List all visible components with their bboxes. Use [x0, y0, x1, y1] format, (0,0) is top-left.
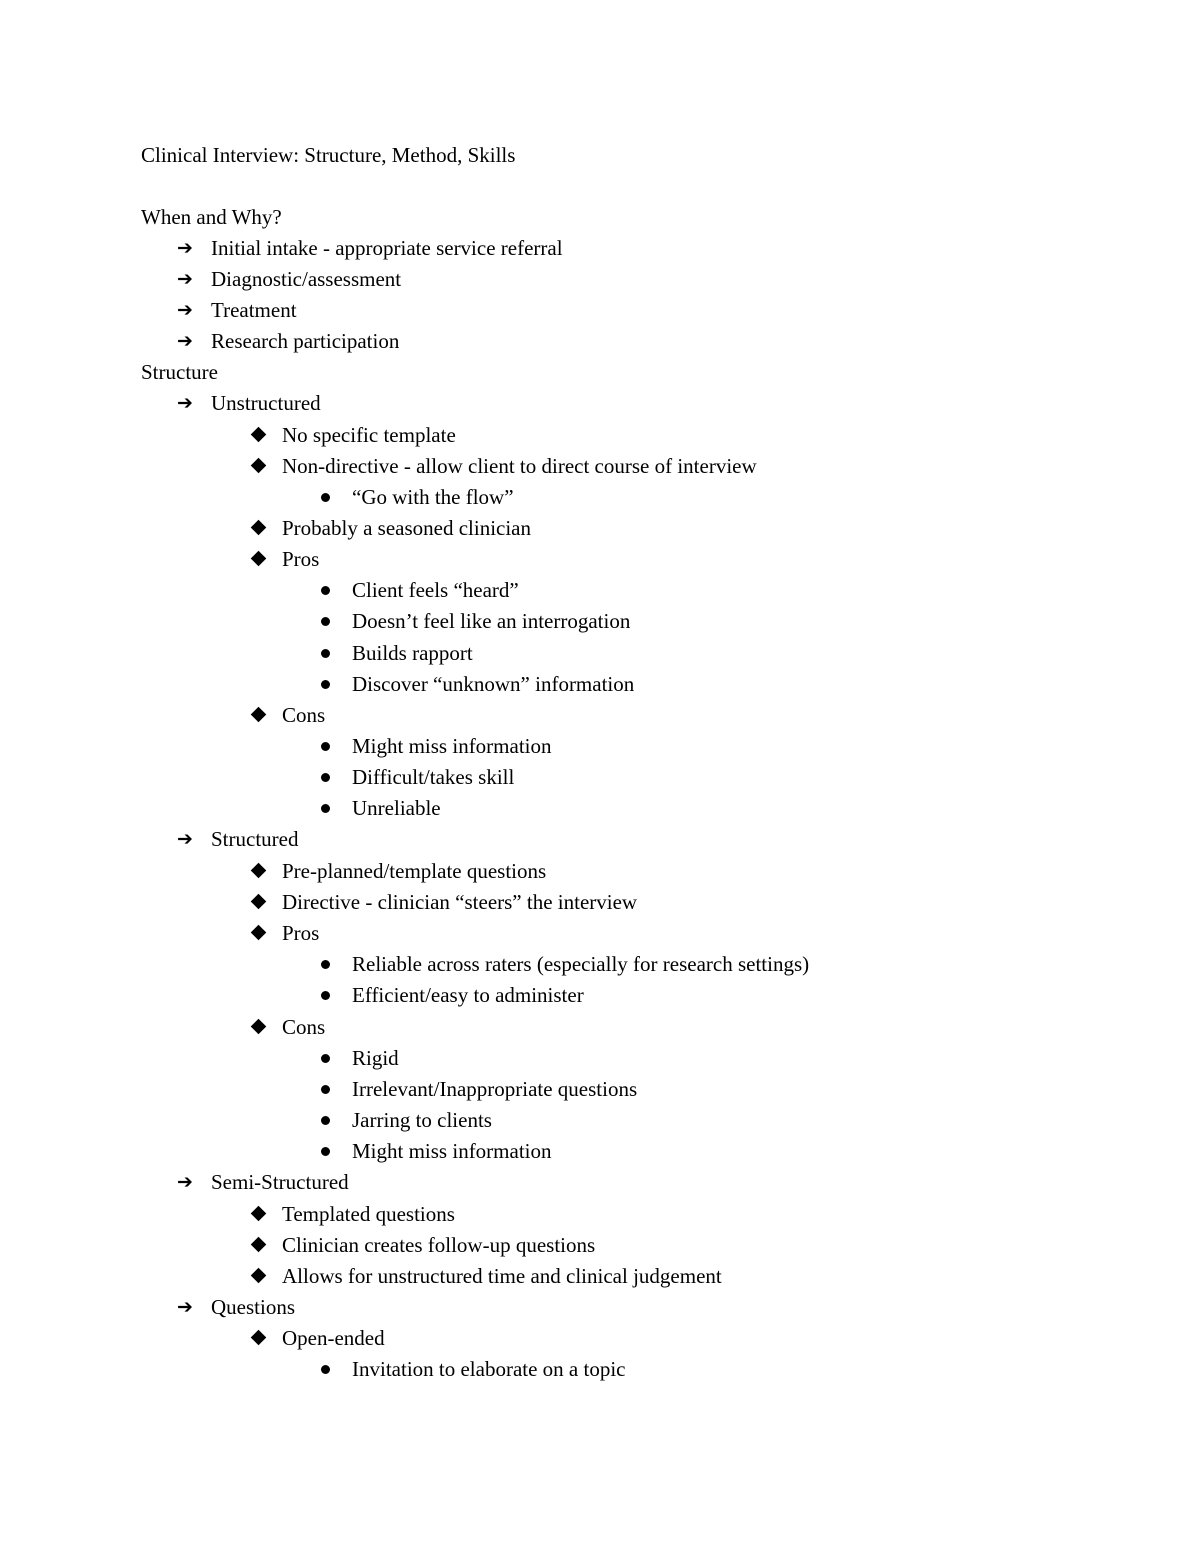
diamond-bullet-icon [249, 1199, 277, 1230]
dot-bullet-icon [320, 793, 348, 824]
dot-bullet-icon [320, 731, 348, 762]
dot-bullet-icon [320, 1354, 348, 1385]
arrow-bullet-icon [177, 264, 205, 295]
dot-bullet-icon [320, 1074, 348, 1105]
dot-bullet-icon [320, 1105, 348, 1136]
dot-bullet-icon [320, 575, 348, 606]
dot-bullet-icon [320, 606, 348, 637]
dot-bullet-icon [320, 980, 348, 1011]
arrow-bullet-icon [177, 233, 205, 264]
arrow-bullet-icon [177, 1292, 205, 1323]
diamond-bullet-icon [249, 420, 277, 451]
document-page: Clinical Interview: Structure, Method, Skills When and Why? ➔ Initial intake - appropriate service referral ➔ Diagnostic/assessment ➔ Treatment ➔ Research participation Structure ➔ Unstructured No specific template Non-directive - allow client to direct course of interview “Go with the flow” Probably a seasoned clinician Pros Client feels “heard” Doesn’t feel like an interrogation Builds rapport Discover “unknown” information Cons Might miss information Difficult/takes skill Unreliable ➔ Structured Pre-planned/template questions Directive - clinician “steers” the interview Pros Reliable across raters (especially for research settings) Efficient/easy to administer Cons Rigid Irrelevant/Inappropriate questions Jarring to clients Might miss information ➔ Semi-Structured Templated questions Clinician creates follow-up questions Allows for unstructured time and clinical judgement ➔ Questions Open-ended Invitation to elaborate on a topic [0, 0, 1200, 1553]
dot-bullet-icon [320, 762, 348, 793]
diamond-bullet-icon [249, 856, 277, 887]
diamond-bullet-icon [249, 887, 277, 918]
dot-bullet-icon [320, 669, 348, 700]
diamond-bullet-icon [249, 513, 277, 544]
dot-bullet-icon [320, 1136, 348, 1167]
diamond-bullet-icon [249, 1261, 277, 1292]
dot-bullet-icon [320, 482, 348, 513]
arrow-bullet-icon [177, 824, 205, 855]
arrow-bullet-icon [177, 295, 205, 326]
arrow-bullet-icon [177, 388, 205, 419]
diamond-bullet-icon [249, 700, 277, 731]
dot-bullet-icon [320, 1043, 348, 1074]
diamond-bullet-icon [249, 451, 277, 482]
diamond-bullet-icon [249, 918, 277, 949]
arrow-bullet-icon [177, 1167, 205, 1198]
diamond-bullet-icon [249, 544, 277, 575]
arrow-bullet-icon [177, 326, 205, 357]
diamond-bullet-icon [249, 1012, 277, 1043]
diamond-bullet-icon [249, 1323, 277, 1354]
dot-bullet-icon [320, 949, 348, 980]
diamond-bullet-icon [249, 1230, 277, 1261]
dot-bullet-icon [320, 638, 348, 669]
